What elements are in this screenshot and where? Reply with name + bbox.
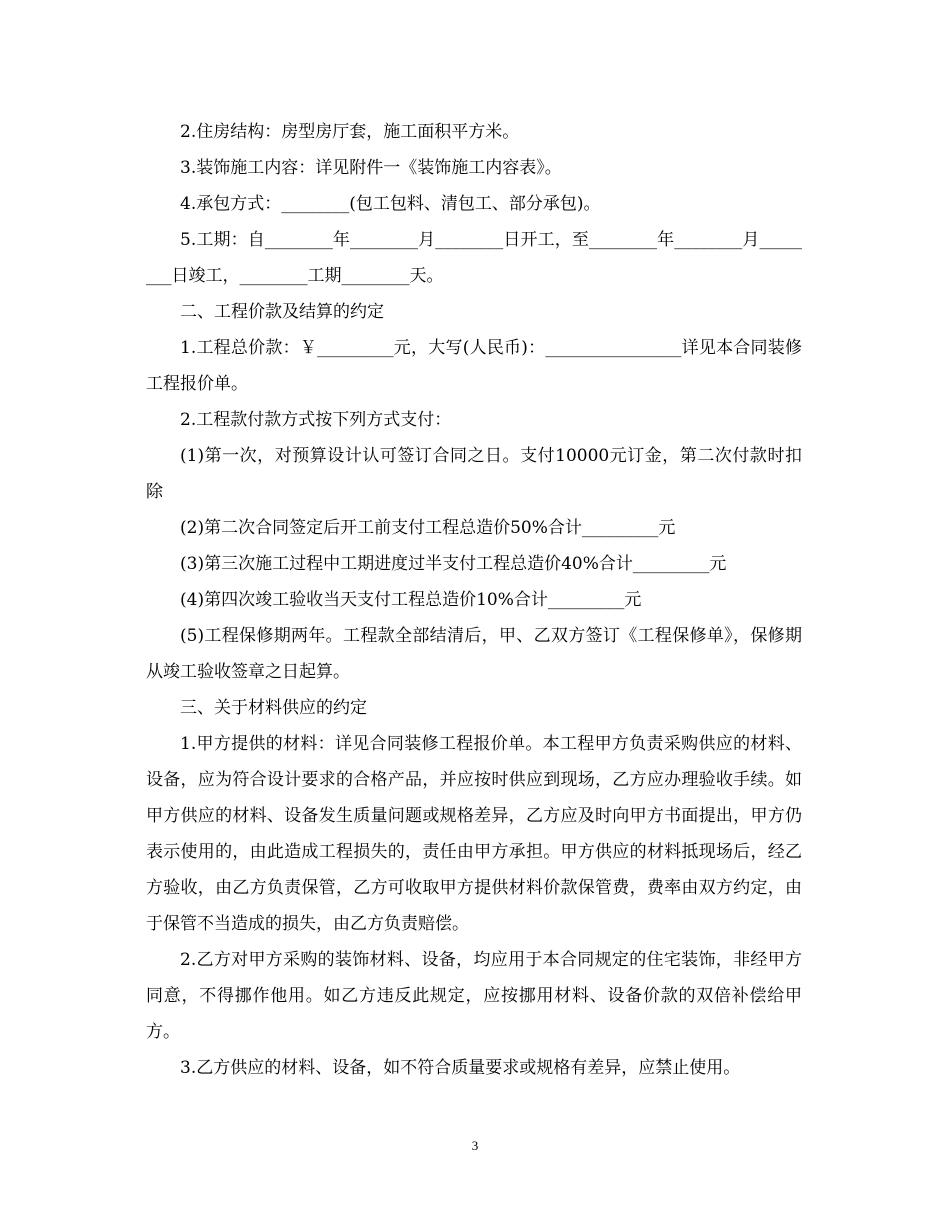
paragraph-warranty-period: (5)工程保修期两年。工程款全部结清后，甲、乙双方签订《工程保修单》，保修期从竣工验收签章之日起算。 xyxy=(146,626,802,682)
paragraph-payment-method: 2.工程款付款方式按下列方式支付： xyxy=(180,410,452,430)
paragraph-construction-content: 3.装饰施工内容：详见附件一《装饰施工内容表》。 xyxy=(180,158,562,178)
paragraph-party-b-usage: 2.乙方对甲方采购的装饰材料、设备，均应用于本合同规定的住宅装饰，非经甲方同意，不得挪作他用。如乙方违反此规定，应按挪用材料、设备价款的双倍补偿给甲方。 xyxy=(146,950,802,1042)
paragraph-party-b-materials: 3.乙方供应的材料、设备，如不符合质量要求或规格有差异，应禁止使用。 xyxy=(180,1058,741,1078)
paragraph-party-a-materials: 1.甲方提供的材料：详见合同装修工程报价单。本工程甲方负责采购供应的材料、设备，应为符合设计要求的合格产品，并应按时供应到现场，乙方应办理验收手续。如甲方供应的材料、设备发生质量问题或规格差异，乙方应及时向甲方书面提出，甲方仍表示使用的，由此造成工程损失的，责任由甲方承担。甲方供应的材料抵现场后，经乙方验收，由乙方负责保管，乙方可收取甲方提供材料价款保管费，费率由双方约定，由于保管不当造成的损失，由乙方负责赔偿。 xyxy=(146,734,802,934)
paragraph-housing-structure: 2.住房结构：房型房厅套，施工面积平方米。 xyxy=(180,122,520,142)
paragraph-construction-period: 5.工期：自________年________月________日开工，至________年________月________日竣工，________工期________天。 xyxy=(146,230,802,286)
page-number: 3 xyxy=(471,1138,479,1153)
paragraph-total-price: 1.工程总价款：￥_________元，大写(人民币)：________________详见本合同装修工程报价单。 xyxy=(146,338,802,394)
paragraph-payment-2: (2)第二次合同签定后开工前支付工程总造价50%合计_________元 xyxy=(180,518,676,538)
paragraph-payment-1: (1)第一次，对预算设计认可签订合同之日。支付10000元订金，第二次付款时扣除 xyxy=(146,446,802,502)
section-heading-material-supply: 三、关于材料供应的约定 xyxy=(180,698,367,718)
paragraph-payment-3: (3)第三次施工过程中工期进度过半支付工程总造价40%合计_________元 xyxy=(180,554,727,574)
document-body xyxy=(146,114,802,1086)
paragraph-payment-4: (4)第四次竣工验收当天支付工程总造价10%合计_________元 xyxy=(180,590,642,610)
section-heading-price-settlement: 二、工程价款及结算的约定 xyxy=(180,302,384,322)
paragraph-contract-method: 4.承包方式：________(包工包料、清包工、部分承包)。 xyxy=(180,194,601,214)
